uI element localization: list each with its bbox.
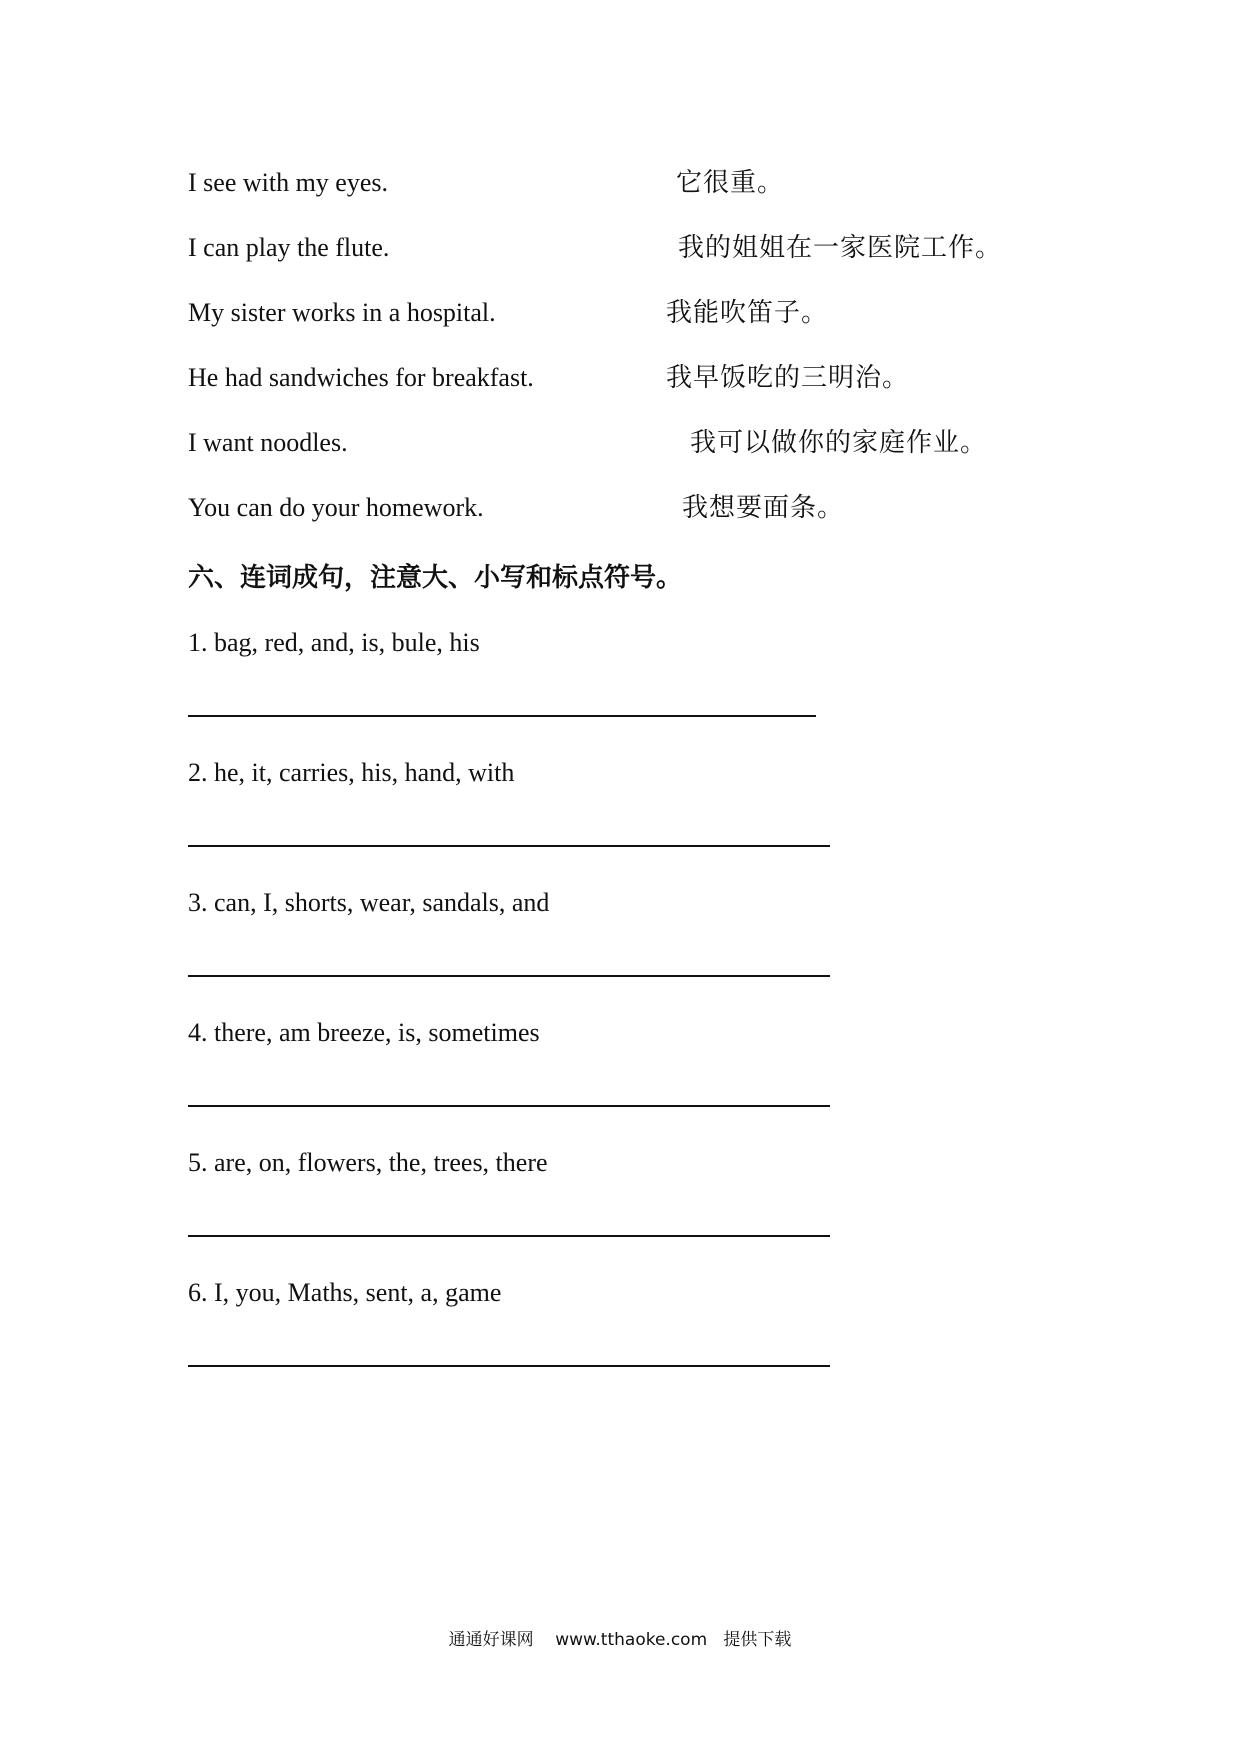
answer-line[interactable] bbox=[188, 845, 830, 847]
question-item bbox=[188, 753, 888, 853]
question-text: 6. I, you, Maths, sent, a, game bbox=[188, 1278, 502, 1307]
chinese-sentence: 我的姐姐在一家医院工作。 bbox=[678, 233, 1003, 263]
answer-line[interactable] bbox=[188, 715, 816, 717]
question-text: 3. can, I, shorts, wear, sandals, and bbox=[188, 888, 550, 917]
chinese-sentence: 我可以做你的家庭作业。 bbox=[690, 428, 988, 458]
match-row bbox=[188, 228, 1088, 268]
english-sentence: I see with my eyes. bbox=[188, 168, 389, 197]
english-sentence: You can do your homework. bbox=[188, 493, 484, 522]
question-text: 4. there, am breeze, is, sometimes bbox=[188, 1018, 540, 1047]
answer-line[interactable] bbox=[188, 975, 830, 977]
chinese-sentence: 我想要面条。 bbox=[682, 493, 845, 523]
chinese-sentence: 我能吹笛子。 bbox=[666, 298, 829, 328]
answer-line[interactable] bbox=[188, 1105, 830, 1107]
question-item bbox=[188, 1143, 888, 1243]
answer-line[interactable] bbox=[188, 1365, 830, 1367]
question-item bbox=[188, 1013, 888, 1113]
page-footer bbox=[0, 1628, 1240, 1652]
footer-site-name: 通通好课网 bbox=[448, 1630, 534, 1650]
chinese-sentence: 它很重。 bbox=[676, 168, 785, 198]
question-item bbox=[188, 1273, 888, 1373]
section-heading: 六、连词成句，注意大、小写和标点符号。 bbox=[188, 563, 683, 593]
english-sentence: I can play the flute. bbox=[188, 233, 390, 262]
english-sentence: I want noodles. bbox=[188, 428, 348, 457]
footer-suffix: 提供下载 bbox=[723, 1630, 792, 1650]
question-item bbox=[188, 883, 888, 983]
question-text: 1. bag, red, and, is, bule, his bbox=[188, 628, 480, 657]
english-sentence: My sister works in a hospital. bbox=[188, 298, 496, 327]
match-row bbox=[188, 293, 1088, 333]
chinese-sentence: 我早饭吃的三明治。 bbox=[666, 363, 910, 393]
match-row bbox=[188, 488, 1088, 528]
answer-line[interactable] bbox=[188, 1235, 830, 1237]
match-row bbox=[188, 163, 1088, 203]
question-item bbox=[188, 623, 888, 723]
english-sentence: He had sandwiches for breakfast. bbox=[188, 363, 534, 392]
footer-url: www.tthaoke.com bbox=[555, 1630, 708, 1650]
match-row bbox=[188, 423, 1088, 463]
question-text: 5. are, on, flowers, the, trees, there bbox=[188, 1148, 548, 1177]
question-text: 2. he, it, carries, his, hand, with bbox=[188, 758, 515, 787]
match-row bbox=[188, 358, 1088, 398]
